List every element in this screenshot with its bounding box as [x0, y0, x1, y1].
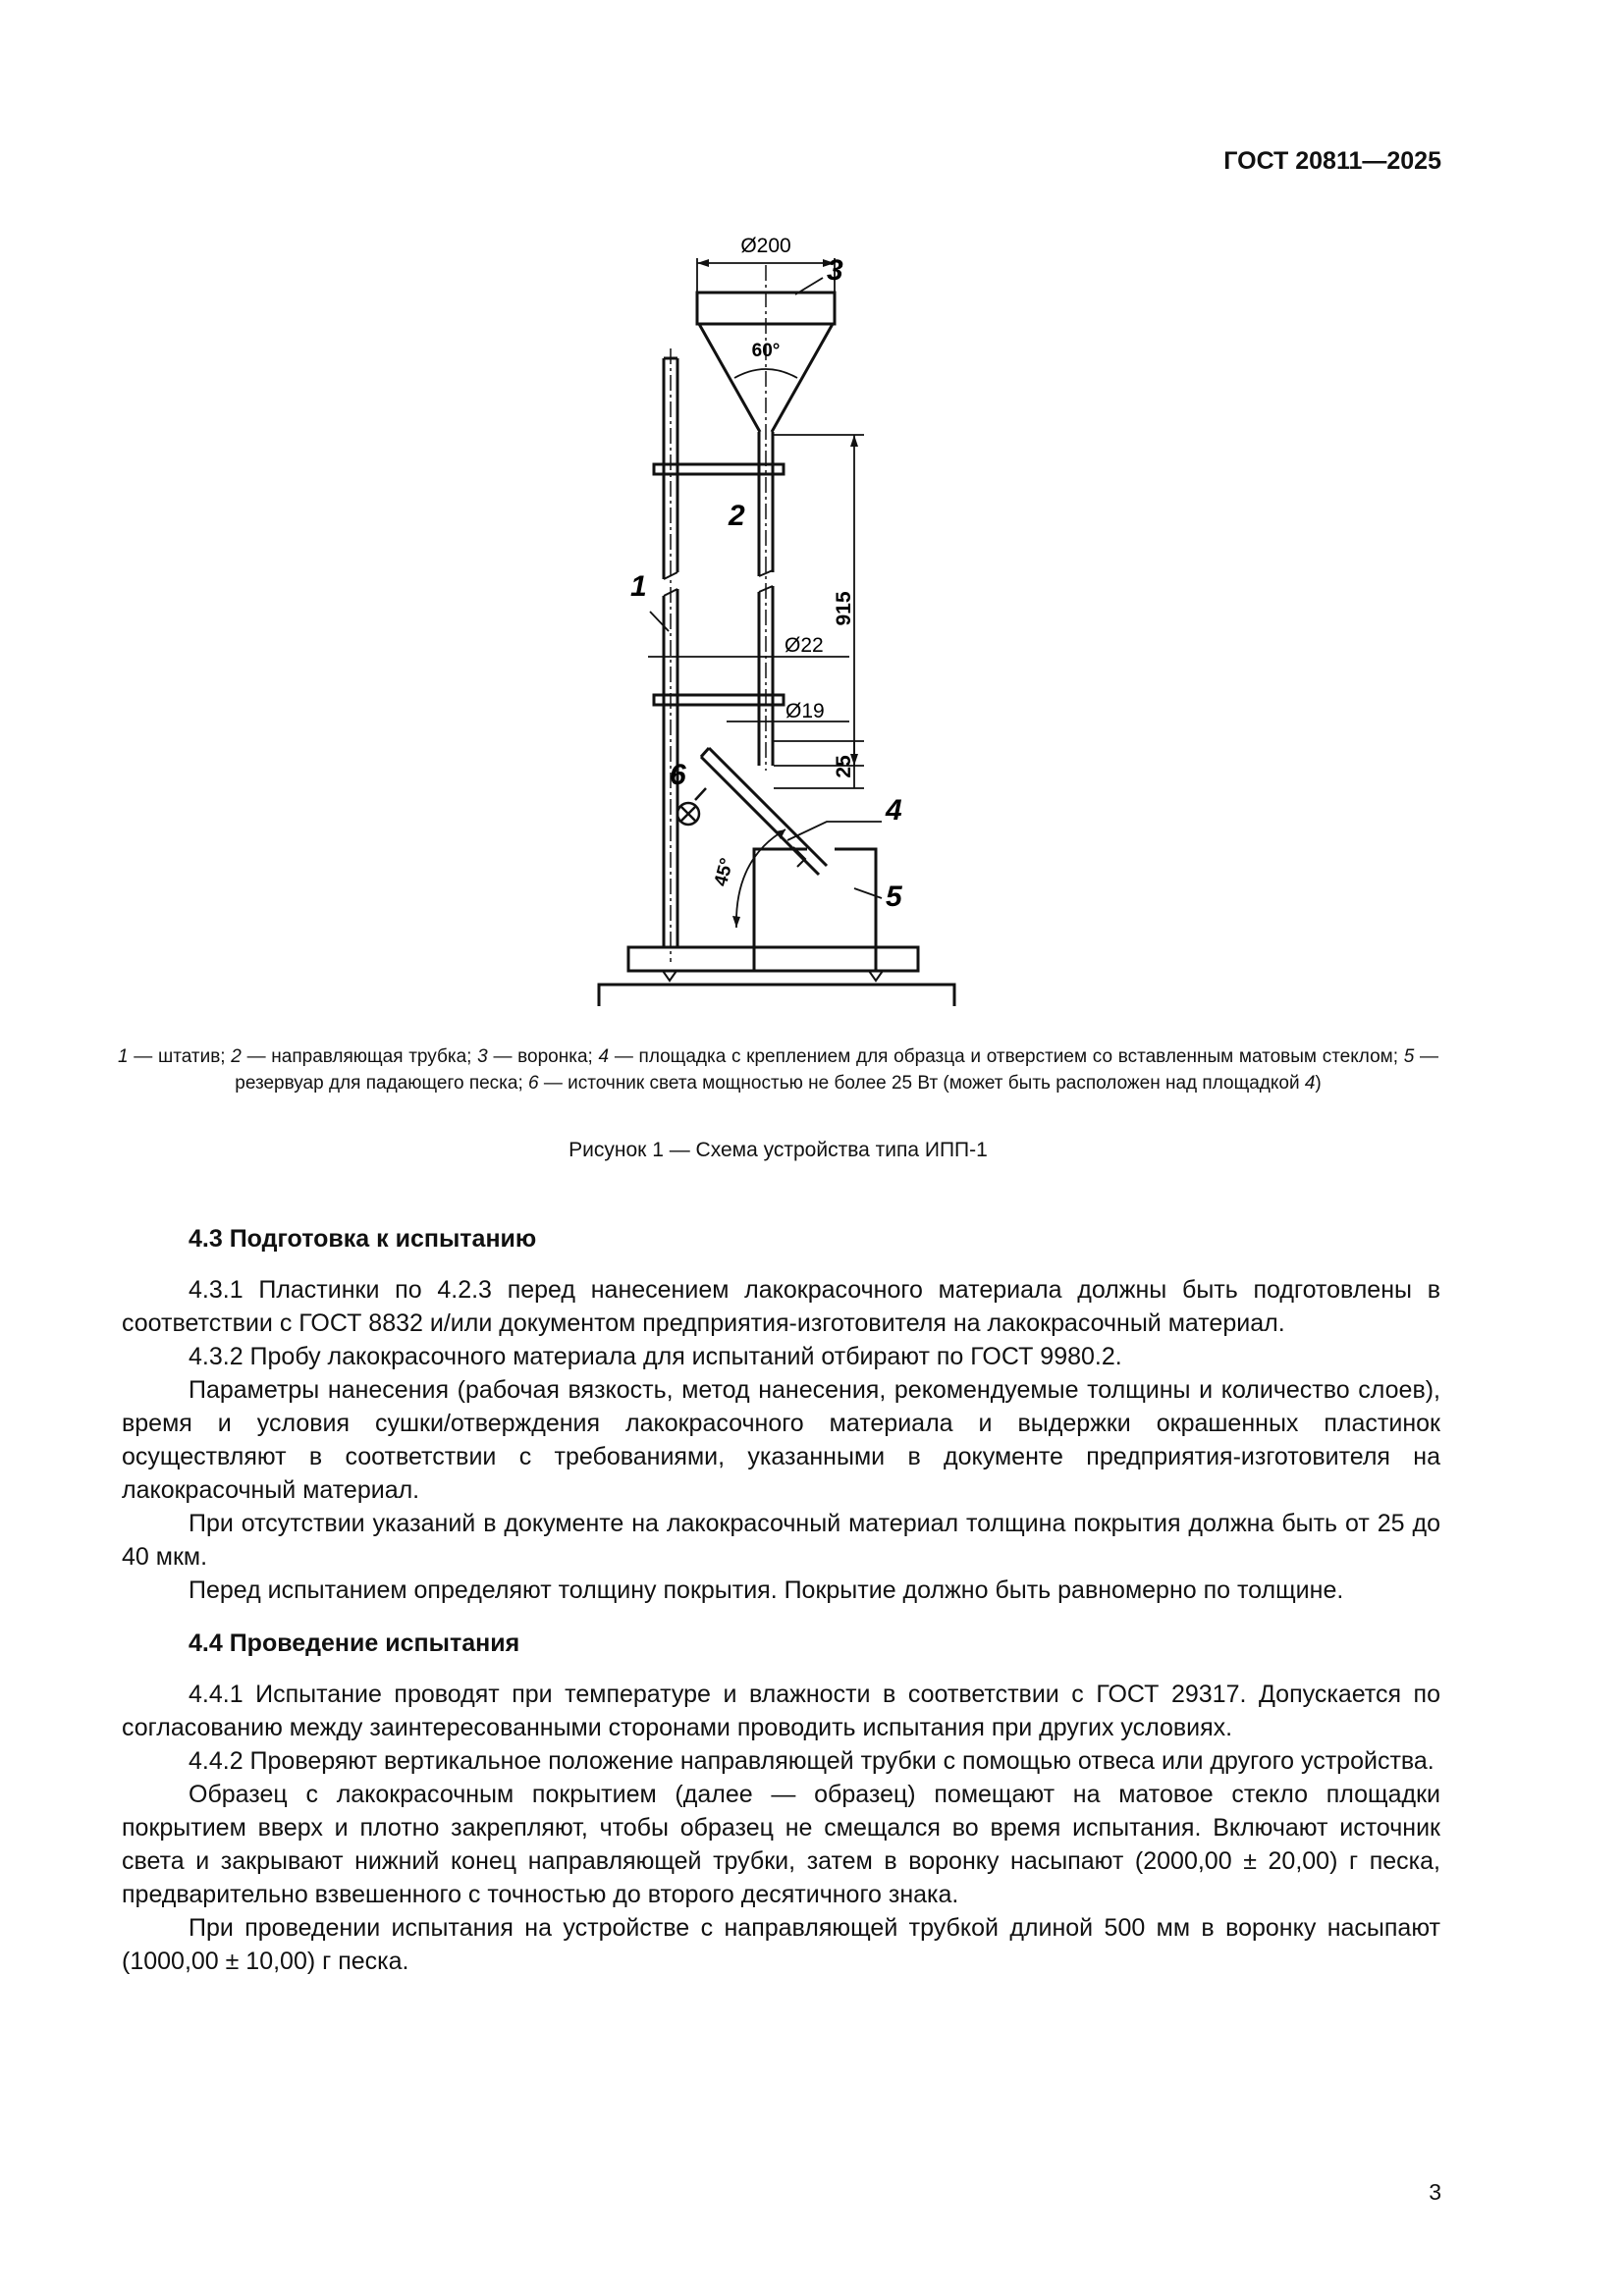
- label-length-915: 915: [833, 591, 855, 626]
- lower-clamp: [654, 695, 784, 705]
- apparatus-diagram: [569, 221, 982, 1016]
- label-angle-60: 60°: [751, 341, 781, 361]
- lamp-icon: [677, 788, 706, 825]
- legend-text-4: — площадка с креплением для образца и отверстием со вставленным матовым стеклом;: [609, 1046, 1404, 1067]
- document-body: [122, 1222, 1440, 1978]
- legend-text-6: — источник света мощностью не более 25 Вт (может быть расположен над площадкой: [538, 1073, 1305, 1094]
- figure-legend: [118, 1043, 1438, 1096]
- label-num-1: 1: [630, 570, 647, 603]
- legend-text-1: — штатив;: [128, 1046, 232, 1067]
- legend-num-4: 4: [598, 1046, 610, 1067]
- label-num-2: 2: [729, 500, 745, 532]
- label-angle-45: 45°: [710, 855, 738, 889]
- section-heading-4-4: 4.4 Проведение испытания: [189, 1629, 520, 1657]
- figure-caption: Рисунок 1 — Схема устройства типа ИПП-1: [568, 1139, 988, 1161]
- paragraph-4-3-1: 4.3.1 Пластинки по 4.2.3 перед нанесением лакокрасочного материала должны быть подготовлены в соответствии с ГОСТ 8832 и/или документом предприятия-изготовителя на лакокрасочный материал.: [122, 1276, 1440, 1337]
- paragraph-4-3-2: 4.3.2 Пробу лакокрасочного материала для испытаний отбирают по ГОСТ 9980.2.: [189, 1343, 1122, 1370]
- legend-text-7: ): [1315, 1073, 1322, 1094]
- legend-text-3: — воронка;: [487, 1046, 599, 1067]
- legend-num-3: 3: [477, 1046, 488, 1067]
- label-num-4: 4: [886, 794, 902, 827]
- label-length-25: 25: [833, 755, 855, 778]
- legend-num-6: 6: [528, 1073, 539, 1094]
- floor-line: [599, 985, 954, 1006]
- paragraph-4-3-2-thickness: При отсутствии указаний в документе на лакокрасочный материал толщина покрытия должна быть от 25 до 40 мкм.: [122, 1510, 1440, 1571]
- paragraph-4-3-2-measure: Перед испытанием определяют толщину покрытия. Покрытие должно быть равномерно по толщине.: [189, 1576, 1344, 1604]
- label-diameter-19: Ø19: [785, 700, 825, 722]
- angle-45-arc: [736, 829, 785, 928]
- label-diameter-200: Ø200: [740, 235, 791, 257]
- legend-text-5: — резервуар для падающего песка;: [235, 1046, 1438, 1094]
- legend-num-5: 5: [1403, 1046, 1415, 1067]
- paragraph-4-4-2-short-tube: При проведении испытания на устройстве с направляющей трубкой длиной 500 мм в воронку насыпают (1000,00 ± 10,00) г песка.: [122, 1914, 1440, 1975]
- paragraph-4-4-1: 4.4.1 Испытание проводят при температуре и влажности в соответствии с ГОСТ 29317. Допускается по согласованию между заинтересованными сторонами проводить испытания при других условиях.: [122, 1681, 1440, 1741]
- label-diameter-22: Ø22: [785, 634, 824, 657]
- legend-num-4b: 4: [1304, 1073, 1316, 1094]
- document-code: ГОСТ 20811—2025: [1223, 147, 1441, 175]
- page-number: 3: [1429, 2179, 1441, 2205]
- paragraph-4-4-2: 4.4.2 Проверяют вертикальное положение направляющей трубки с помощью отвеса или другого устройства.: [189, 1747, 1435, 1775]
- paragraph-4-3-2-params: Параметры нанесения (рабочая вязкость, метод нанесения, рекомендуемые толщины и количество слоев), время и условия сушки/отверждения лакокрасочного материала и выдержки окрашенных пластинок осуществляют в соответствии с требованиями, указанными в документе предприятия-изготовителя на лакокрасочный материал.: [122, 1376, 1440, 1504]
- reservoir-outline: [754, 849, 807, 970]
- label-num-6: 6: [670, 759, 686, 791]
- paragraph-4-4-2-sample: Образец с лакокрасочным покрытием (далее — образец) помещают на матовое стекло площадки покрытием вверх и плотно закрепляют, чтобы образец не смещался во время испытания. Включают источник света и закрывают нижний конец направляющей трубки, затем в воронку насыпают (2000,00 ± 20,00) г песка, предварительно взвешенного с точностью до второго десятичного знака.: [122, 1781, 1440, 1908]
- legend-num-2: 2: [231, 1046, 242, 1067]
- section-heading-4-3: 4.3 Подготовка к испытанию: [189, 1225, 537, 1253]
- funnel-right: [772, 324, 833, 432]
- upper-clamp: [654, 464, 784, 474]
- label-num-5: 5: [886, 881, 902, 913]
- legend-num-1: 1: [118, 1046, 129, 1067]
- label-num-3: 3: [827, 254, 843, 287]
- legend-text-2: — направляющая трубка;: [241, 1046, 478, 1067]
- diagram-svg: [569, 221, 982, 1016]
